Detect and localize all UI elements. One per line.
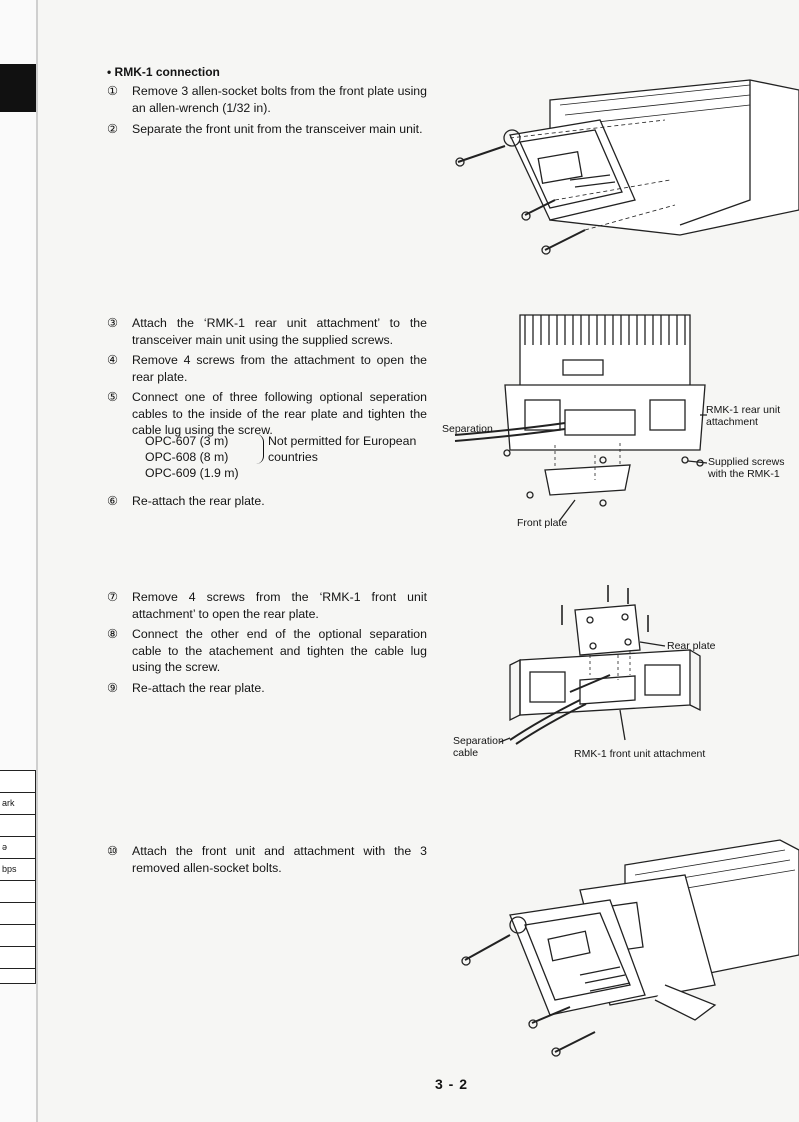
step-number: ⑥ xyxy=(107,494,119,508)
margin-row xyxy=(0,771,35,793)
page-number: 3 - 2 xyxy=(435,1076,469,1092)
step-text: Connect one of three following optional seperation cables to the inside of the rear plate and tighten the cable lug using the screw. xyxy=(132,390,427,437)
label-rmk1-front-unit-attachment: RMK-1 front unit attachment xyxy=(574,748,706,760)
step-5 xyxy=(107,389,427,439)
margin-row xyxy=(0,947,35,969)
step-2 xyxy=(107,121,427,138)
label-rear-plate: Rear plate xyxy=(667,640,716,652)
cable-item: OPC-608 (8 m) xyxy=(145,450,229,464)
step-text: Attach the ‘RMK-1 rear unit attachment’ to the transceiver main unit using the supplied screws. xyxy=(132,316,427,347)
step-text: Attach the front unit and attachment with the 3 removed allen-socket bolts. xyxy=(132,844,427,875)
step-text: Re-attach the rear plate. xyxy=(132,681,265,695)
step-1 xyxy=(107,83,427,116)
step-number: ③ xyxy=(107,316,119,330)
step-text: Remove 3 allen-socket bolts from the front plate using an allen-wrench (1/32 in). xyxy=(132,84,427,115)
brace xyxy=(255,434,264,464)
label-supplied-screws: Supplied screws with the RMK-1 xyxy=(708,456,785,480)
step-text: Remove 4 screws from the attachment to open the rear plate. xyxy=(132,353,427,384)
label-rmk1-rear-unit-attachment: RMK-1 rear unit attachment xyxy=(706,404,781,428)
label-front-plate: Front plate xyxy=(517,517,568,529)
margin-table-fragment xyxy=(0,770,36,984)
step-number: ② xyxy=(107,122,119,136)
step-text: Remove 4 screws from the ‘RMK-1 front unit attachment’ to open the rear plate. xyxy=(132,590,427,621)
label-separation-cable: Separation cable xyxy=(453,735,504,759)
step-number: ① xyxy=(107,84,119,98)
step-number: ⑨ xyxy=(107,681,119,695)
section-title: • RMK-1 connection xyxy=(107,65,220,79)
margin-row: bps xyxy=(0,859,35,881)
step-7 xyxy=(107,589,427,622)
label-separation: Separation xyxy=(442,423,493,435)
cable-list xyxy=(145,433,239,481)
step-text: Separate the front unit from the transceiver main unit. xyxy=(132,122,423,136)
step-number: ④ xyxy=(107,353,119,367)
figure-reattach-front-unit xyxy=(450,835,799,1065)
page-spine xyxy=(36,0,38,1122)
section-tab xyxy=(0,64,36,112)
margin-row xyxy=(0,815,35,837)
figure-front-unit-attachment xyxy=(450,580,799,755)
cable-item: OPC-607 (3 m) xyxy=(145,434,229,448)
step-number: ⑧ xyxy=(107,627,119,641)
step-9 xyxy=(107,680,427,697)
step-text: Re-attach the rear plate. xyxy=(132,494,265,508)
step-4 xyxy=(107,352,427,385)
cable-item: OPC-609 (1.9 m) xyxy=(145,466,239,480)
margin-row: ə xyxy=(0,837,35,859)
step-10 xyxy=(107,843,427,876)
margin-row xyxy=(0,881,35,903)
margin-row xyxy=(0,903,35,925)
step-number: ⑦ xyxy=(107,590,119,604)
step-number: ⑩ xyxy=(107,844,119,858)
figure-front-unit-removal xyxy=(450,60,799,270)
step-6 xyxy=(107,493,427,510)
margin-row xyxy=(0,925,35,947)
step-3 xyxy=(107,315,427,348)
margin-row: ark xyxy=(0,793,35,815)
cable-note: Not permitted for European countries xyxy=(268,434,417,464)
step-8 xyxy=(107,626,427,676)
step-number: ⑤ xyxy=(107,390,119,404)
step-text: Connect the other end of the optional separation cable to the atachement and tighten the cable lug using the screw. xyxy=(132,627,427,674)
